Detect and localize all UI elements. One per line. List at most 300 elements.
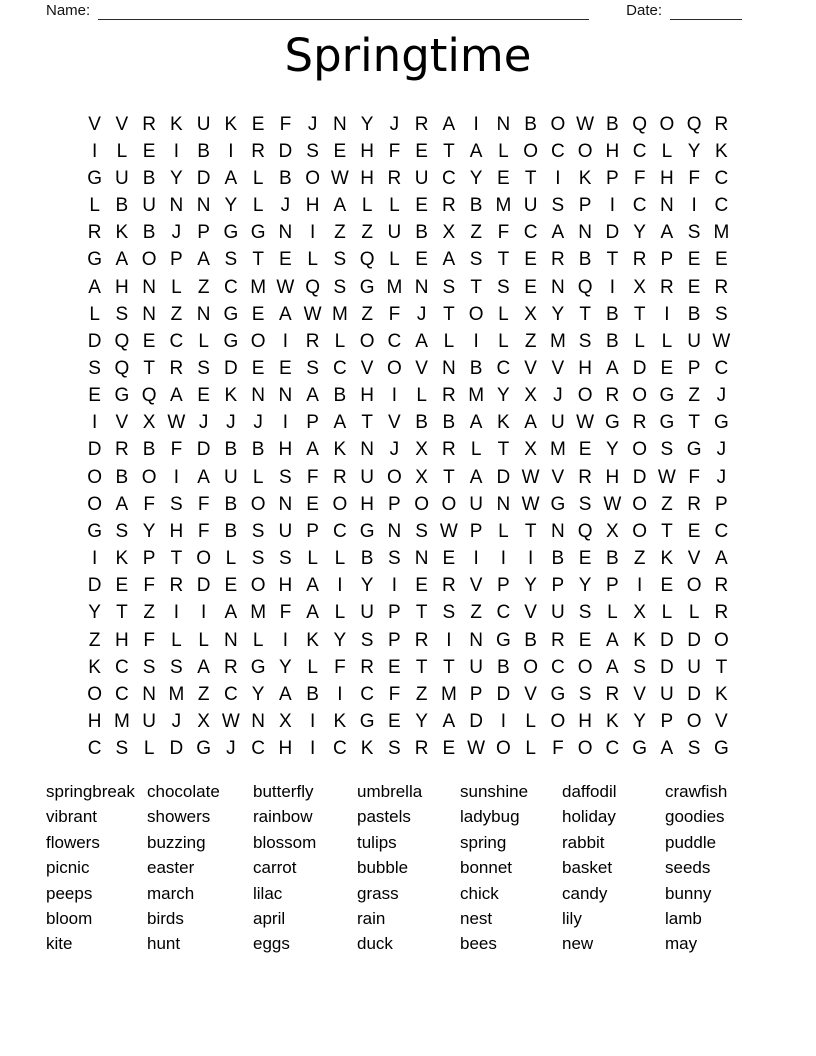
grid-letter: M <box>495 195 512 217</box>
grid-letter: K <box>115 548 129 570</box>
grid-letter: S <box>687 738 701 760</box>
grid-letter: F <box>334 656 346 678</box>
grid-letter: B <box>578 249 592 271</box>
grid-letter: L <box>252 629 264 651</box>
grid-letter: P <box>388 629 401 651</box>
grid-letter: J <box>280 195 291 217</box>
grid-letter: C <box>523 222 538 244</box>
grid-letter: R <box>169 575 184 597</box>
grid-letter: D <box>687 683 701 705</box>
grid-letter: D <box>660 656 674 678</box>
grid-letter: A <box>606 357 619 379</box>
grid-letter: C <box>496 602 511 624</box>
grid-letter: P <box>497 575 510 597</box>
grid-letter: H <box>360 140 374 162</box>
grid-letter: E <box>333 140 347 162</box>
word-item: bees <box>460 934 497 954</box>
grid-letter: V <box>633 683 646 705</box>
grid-letter: E <box>524 276 537 298</box>
grid-letter: G <box>604 412 620 434</box>
grid-letter: O <box>632 439 648 461</box>
grid-letter: F <box>688 167 700 189</box>
grid-letter: M <box>113 711 130 733</box>
word-list <box>46 779 755 957</box>
grid-letter: K <box>606 711 619 733</box>
grid-letter: B <box>115 466 129 488</box>
grid-letter: A <box>660 738 674 760</box>
grid-letter: L <box>116 140 128 162</box>
grid-letter: Y <box>606 439 619 461</box>
puzzle-title: Springtime <box>284 29 532 82</box>
grid-letter: J <box>226 738 236 760</box>
grid-letter: A <box>469 412 483 434</box>
word-item: lily <box>562 908 582 928</box>
grid-letter: S <box>306 140 319 162</box>
grid-letter: K <box>224 385 238 407</box>
word-list-column <box>46 779 147 957</box>
grid-letter: H <box>360 167 374 189</box>
grid-letter: B <box>524 113 537 135</box>
grid-letter: E <box>687 520 701 542</box>
grid-letter: O <box>686 575 702 597</box>
grid-letter: C <box>496 357 511 379</box>
grid-letter: V <box>115 113 129 135</box>
grid-letter: L <box>307 548 318 570</box>
grid-letter: I <box>282 412 289 434</box>
grid-letter: B <box>360 548 374 570</box>
grid-letter: B <box>415 412 428 434</box>
grid-letter: S <box>442 602 456 624</box>
grid-letter: T <box>443 466 455 488</box>
grid-letter: E <box>687 276 701 298</box>
grid-letter: L <box>307 249 318 271</box>
grid-letter: C <box>605 738 620 760</box>
grid-letter: J <box>307 113 318 135</box>
grid-letter: I <box>91 140 98 162</box>
grid-letter: A <box>115 493 129 515</box>
word-item: april <box>253 908 286 928</box>
grid-letter: S <box>115 303 129 325</box>
grid-letter: X <box>279 711 292 733</box>
grid-letter: E <box>578 629 592 651</box>
grid-letter: X <box>415 439 428 461</box>
grid-letter: Z <box>633 548 646 570</box>
grid-letter: C <box>714 357 729 379</box>
grid-letter: Y <box>633 222 646 244</box>
grid-letter: R <box>360 656 374 678</box>
grid-letter: L <box>470 439 482 461</box>
grid-letter: S <box>88 357 101 379</box>
grid-letter: I <box>664 303 670 325</box>
grid-letter: R <box>714 575 729 597</box>
grid-letter: Q <box>114 357 130 379</box>
grid-letter: O <box>87 683 103 705</box>
worksheet-header <box>46 1 742 21</box>
grid-letter: Z <box>88 629 101 651</box>
grid-letter: L <box>498 140 509 162</box>
grid-letter: J <box>389 113 400 135</box>
grid-letter: E <box>115 575 129 597</box>
grid-letter: Q <box>114 330 130 352</box>
grid-letter: Z <box>661 493 673 515</box>
grid-letter: I <box>391 575 398 597</box>
grid-letter: S <box>469 249 483 271</box>
date-label: Date: <box>626 2 662 19</box>
grid-letter: U <box>469 656 483 678</box>
grid-letter: D <box>196 439 211 461</box>
grid-letter: W <box>221 711 240 733</box>
grid-letter: P <box>469 520 483 542</box>
grid-letter: S <box>251 520 265 542</box>
grid-letter: Y <box>224 195 238 217</box>
grid-letter: S <box>279 466 292 488</box>
grid-letter: I <box>555 167 561 189</box>
grid-letter: E <box>442 738 456 760</box>
grid-letter: W <box>712 330 731 352</box>
grid-letter: A <box>306 575 319 597</box>
grid-letter: P <box>197 222 210 244</box>
grid-letter: S <box>197 357 210 379</box>
word-item: crawfish <box>665 782 728 801</box>
grid-letter: F <box>633 167 646 189</box>
grid-letter: A <box>442 249 456 271</box>
grid-letter: F <box>197 493 210 515</box>
grid-letter: L <box>661 330 673 352</box>
grid-letter: I <box>527 548 534 570</box>
grid-letter: H <box>660 167 674 189</box>
grid-letter: I <box>609 276 616 298</box>
grid-letter: L <box>334 548 346 570</box>
grid-letter: Z <box>334 222 346 244</box>
grid-letter: A <box>333 412 347 434</box>
grid-letter: O <box>632 385 648 407</box>
grid-letter: M <box>331 303 348 325</box>
grid-letter: R <box>442 439 456 461</box>
grid-letter: E <box>306 493 319 515</box>
grid-letter: H <box>578 357 592 379</box>
grid-letter: O <box>141 249 157 271</box>
grid-letter: U <box>224 466 238 488</box>
grid-letter: D <box>687 629 701 651</box>
grid-letter: H <box>305 195 320 217</box>
grid-letter: Q <box>632 113 648 135</box>
grid-letter: Q <box>577 520 593 542</box>
grid-letter: G <box>196 738 212 760</box>
grid-letter: M <box>250 602 267 624</box>
grid-letter: W <box>521 466 540 488</box>
grid-letter: Y <box>360 113 374 135</box>
grid-letter: S <box>360 629 374 651</box>
grid-letter: I <box>636 575 643 597</box>
word-list-column <box>460 779 562 957</box>
grid-letter: C <box>224 276 238 298</box>
grid-letter: G <box>114 385 130 407</box>
grid-letter: V <box>88 113 101 135</box>
grid-letter: B <box>142 222 156 244</box>
grid-letter: O <box>632 493 648 515</box>
grid-letter: V <box>687 548 701 570</box>
grid-letter: D <box>196 575 211 597</box>
grid-letter: B <box>442 412 456 434</box>
grid-letter: G <box>250 656 266 678</box>
grid-letter: J <box>198 412 209 434</box>
grid-letter: D <box>224 357 238 379</box>
grid-letter: U <box>115 167 129 189</box>
grid-letter: B <box>551 548 565 570</box>
grid-letter: H <box>87 711 102 733</box>
grid-letter: P <box>551 575 565 597</box>
grid-letter: O <box>577 385 593 407</box>
word-item: butterfly <box>253 782 314 801</box>
grid-letter: O <box>386 357 402 379</box>
word-item: seeds <box>665 858 711 878</box>
grid-letter: O <box>441 493 457 515</box>
grid-letter: S <box>279 548 292 570</box>
grid-letter: H <box>360 493 374 515</box>
grid-letter: K <box>360 738 374 760</box>
grid-letter: O <box>87 493 103 515</box>
grid-letter: N <box>278 385 293 407</box>
grid-letter: E <box>715 249 728 271</box>
grid-letter: T <box>688 412 700 434</box>
grid-letter: Z <box>197 276 210 298</box>
grid-letter: N <box>442 357 456 379</box>
grid-letter: A <box>333 195 347 217</box>
grid-letter: E <box>578 548 592 570</box>
grid-letter: B <box>606 548 619 570</box>
grid-letter: Z <box>361 303 373 325</box>
grid-letter: I <box>446 629 452 651</box>
grid-letter: R <box>87 222 102 244</box>
grid-letter: H <box>278 575 293 597</box>
grid-letter: H <box>578 711 592 733</box>
grid-letter: T <box>497 439 510 461</box>
grid-letter: G <box>87 249 103 271</box>
grid-letter: L <box>688 602 700 624</box>
grid-letter: H <box>115 276 129 298</box>
grid-letter: L <box>443 330 455 352</box>
grid-letter: O <box>414 493 430 515</box>
grid-letter: S <box>115 520 129 542</box>
grid-letter: R <box>442 575 456 597</box>
grid-letter: U <box>687 656 701 678</box>
grid-letter: I <box>91 548 98 570</box>
grid-letter: K <box>633 629 646 651</box>
grid-letter: N <box>496 493 511 515</box>
grid-letter: H <box>360 385 374 407</box>
grid-letter: L <box>252 167 264 189</box>
word-item: showers <box>147 807 211 827</box>
word-item: rainbow <box>253 807 313 827</box>
grid-letter: W <box>167 412 186 434</box>
grid-letter: S <box>388 548 401 570</box>
grid-letter: A <box>469 466 483 488</box>
word-item: ladybug <box>460 807 520 827</box>
grid-letter: R <box>115 439 129 461</box>
word-item: pastels <box>357 807 411 827</box>
grid-letter: I <box>173 602 180 624</box>
word-list-column <box>147 779 253 957</box>
grid-letter: N <box>551 276 565 298</box>
grid-letter: S <box>333 249 347 271</box>
grid-letter: G <box>250 222 266 244</box>
grid-letter: M <box>250 276 267 298</box>
grid-letter: C <box>714 195 729 217</box>
grid-letter: L <box>198 330 209 352</box>
grid-letter: R <box>442 385 456 407</box>
grid-letter: R <box>333 466 347 488</box>
grid-letter: U <box>551 412 565 434</box>
grid-letter: N <box>142 303 156 325</box>
grid-letter: H <box>605 466 620 488</box>
word-item: kite <box>46 934 73 954</box>
grid-letter: V <box>115 412 129 434</box>
grid-letter: A <box>306 385 319 407</box>
grid-letter: B <box>606 113 619 135</box>
grid-letter: R <box>714 276 729 298</box>
grid-letter: R <box>142 113 156 135</box>
grid-letter: R <box>414 113 429 135</box>
grid-letter: O <box>577 140 593 162</box>
grid-letter: B <box>279 167 292 189</box>
grid-letter: R <box>632 249 647 271</box>
grid-letter: Z <box>415 683 428 705</box>
grid-letter: Z <box>470 222 482 244</box>
grid-letter: I <box>337 683 343 705</box>
grid-letter: C <box>632 195 647 217</box>
grid-letter: F <box>688 466 700 488</box>
grid-letter: T <box>143 357 155 379</box>
grid-letter: P <box>578 195 592 217</box>
grid-letter: K <box>224 113 238 135</box>
grid-letter: F <box>388 140 401 162</box>
grid-letter: G <box>632 738 648 760</box>
grid-letter: V <box>551 466 565 488</box>
grid-letter: D <box>632 466 647 488</box>
grid-letter: I <box>309 222 316 244</box>
grid-letter: Y <box>578 575 592 597</box>
grid-letter: U <box>551 602 565 624</box>
grid-letter: S <box>142 656 156 678</box>
grid-letter: G <box>359 276 375 298</box>
grid-letter: A <box>415 330 428 352</box>
grid-letter: L <box>334 330 346 352</box>
grid-letter: E <box>279 357 292 379</box>
grid-letter: C <box>87 738 102 760</box>
grid-letter: U <box>196 113 211 135</box>
grid-letter: I <box>473 113 479 135</box>
grid-letter: B <box>224 520 238 542</box>
grid-letter: B <box>306 683 319 705</box>
grid-letter: Y <box>551 303 565 325</box>
grid-letter: L <box>361 195 373 217</box>
grid-letter: P <box>660 249 674 271</box>
grid-letter: U <box>414 167 429 189</box>
grid-letter: F <box>388 303 401 325</box>
grid-letter: B <box>524 629 537 651</box>
grid-letter: O <box>386 466 402 488</box>
grid-letter: N <box>333 113 347 135</box>
grid-letter: V <box>524 357 537 379</box>
grid-letter: E <box>415 195 428 217</box>
grid-letter: T <box>116 602 128 624</box>
grid-letter: S <box>578 602 592 624</box>
grid-letter: Z <box>470 602 482 624</box>
grid-letter: N <box>551 520 565 542</box>
grid-letter: O <box>495 738 511 760</box>
grid-letter: Y <box>279 656 292 678</box>
grid-letter: W <box>657 466 676 488</box>
grid-letter: L <box>334 602 346 624</box>
grid-letter: Q <box>686 113 702 135</box>
grid-letter: G <box>550 683 566 705</box>
grid-letter: O <box>250 330 266 352</box>
grid-letter: B <box>224 493 238 515</box>
grid-letter: N <box>414 548 429 570</box>
grid-letter: H <box>605 140 620 162</box>
grid-letter: W <box>576 412 595 434</box>
grid-letter: A <box>224 167 238 189</box>
grid-letter: R <box>224 656 238 678</box>
grid-letter: C <box>551 140 565 162</box>
grid-letter: W <box>603 493 622 515</box>
grid-letter: C <box>115 683 129 705</box>
grid-letter: S <box>170 656 183 678</box>
grid-letter: I <box>173 140 180 162</box>
word-item: chocolate <box>147 782 220 801</box>
grid-letter: A <box>306 439 319 461</box>
grid-letter: O <box>523 656 539 678</box>
word-item: puddle <box>665 832 717 852</box>
grid-letter: D <box>196 167 211 189</box>
grid-letter: O <box>359 330 375 352</box>
grid-letter: N <box>169 195 184 217</box>
grid-letter: O <box>250 493 266 515</box>
grid-letter: C <box>714 520 729 542</box>
word-list-column <box>665 779 755 957</box>
word-item: duck <box>357 934 393 954</box>
grid-letter: A <box>442 113 456 135</box>
grid-letter: G <box>713 738 729 760</box>
grid-letter: J <box>716 466 727 488</box>
grid-letter: E <box>88 385 101 407</box>
grid-letter: C <box>714 167 729 189</box>
grid-letter: S <box>170 493 183 515</box>
grid-letter: Q <box>577 276 593 298</box>
grid-letter: P <box>388 493 401 515</box>
word-item: tulips <box>357 832 397 852</box>
grid-letter: S <box>497 276 510 298</box>
grid-letter: H <box>278 439 293 461</box>
grid-letter: W <box>576 113 595 135</box>
grid-letter: O <box>468 303 484 325</box>
grid-letter: S <box>115 738 129 760</box>
grid-letter: L <box>225 548 237 570</box>
grid-letter: U <box>469 493 483 515</box>
grid-letter: U <box>360 466 374 488</box>
grid-letter: B <box>115 195 129 217</box>
grid-letter: R <box>442 195 456 217</box>
grid-letter: K <box>715 683 728 705</box>
grid-letter: W <box>439 520 458 542</box>
grid-letter: K <box>578 167 592 189</box>
grid-letter: S <box>415 520 428 542</box>
grid-letter: S <box>306 357 319 379</box>
grid-letter: N <box>496 113 511 135</box>
grid-letter: N <box>251 711 265 733</box>
grid-letter: E <box>660 357 674 379</box>
grid-letter: R <box>414 629 429 651</box>
